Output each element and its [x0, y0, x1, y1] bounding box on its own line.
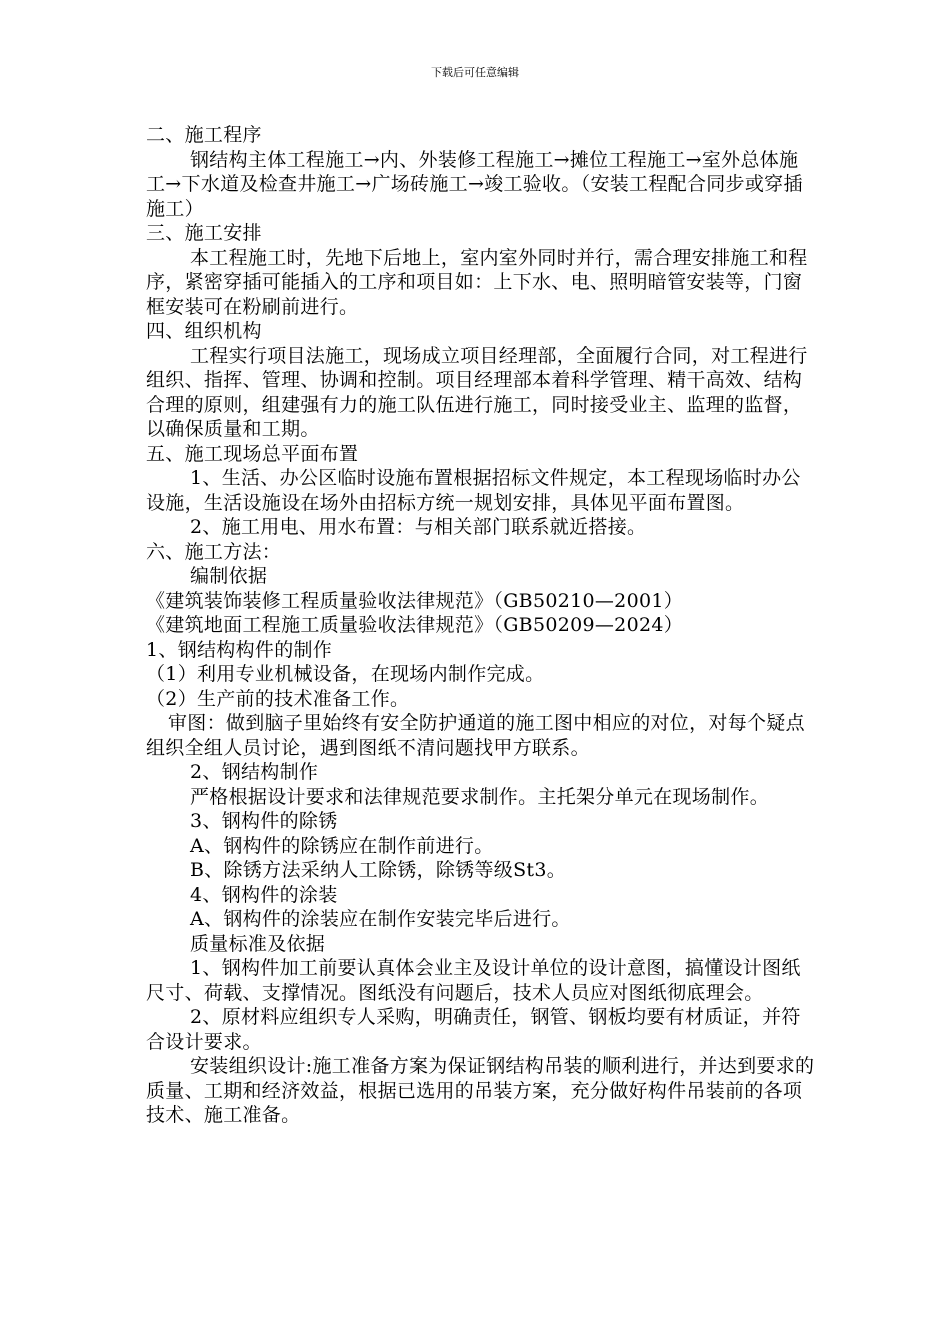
paragraph: 本工程施工时，先地下后地上，室内室外同时并行，需合理安排施工和程序，紧密穿插可能插入的工序和项目如：上下水、电、照明暗管安装等，门窗框安装可在粉刷前进行。 — [146, 246, 808, 318]
reference-item: 《建筑地面工程施工质量验收法律规范》（GB50209—2024） — [146, 614, 684, 636]
paragraph: 2、施工用电、用水布置：与相关部门联系就近搭接。 — [190, 516, 647, 538]
section-heading: 五、施工现场总平面布置 — [146, 442, 359, 465]
document-body — [146, 123, 816, 1128]
list-item: （1）利用专业机械设备，在现场内制作完成。 — [146, 663, 545, 685]
paragraph: 严格根据设计要求和法律规范要求制作。主托架分单元在现场制作。 — [190, 785, 770, 808]
paragraph: 审图：做到脑子里始终有安全防护通道的施工图中相应的对位，对每个疑点组织全组人员讨论，遇到图纸不清问题找甲方联系。 — [146, 712, 805, 759]
page-header: 下载后可任意编辑 — [431, 66, 519, 79]
subheading: 1、钢结构构件的制作 — [146, 638, 333, 661]
subheading: 编制依据 — [190, 565, 268, 587]
list-item: （2）生产前的技术准备工作。 — [146, 687, 410, 710]
paragraph: 安装组织设计:施工准备方案为保证钢结构吊装的顺利进行，并达到要求的质量、工期和经济效益，根据已选用的吊装方案，充分做好构件吊装前的各项技术、施工准备。 — [146, 1055, 815, 1126]
paragraph: B、除锈方法采纳人工除锈，除锈等级St3。 — [190, 859, 567, 881]
section-heading: 三、施工安排 — [146, 222, 262, 244]
paragraph: 钢结构主体工程施工→内、外装修工程施工→摊位工程施工→室外总体施工→下水道及检查井施工→广场砖施工→竣工验收。（安装工程配合同步或穿插施工） — [146, 148, 803, 220]
paragraph: 1、生活、办公区临时设施布置根据招标文件规定，本工程现场临时办公设施，生活设施设在场外由招标方统一规划安排，具体见平面布置图。 — [146, 467, 801, 514]
section-heading: 六、施工方法： — [146, 540, 282, 563]
subheading: 3、钢构件的除锈 — [190, 810, 338, 832]
section-heading: 二、施工程序 — [146, 124, 262, 146]
paragraph: 工程实行项目法施工，现场成立项目经理部，全面履行合同，对工程进行组织、指挥、管理、协调和控制。项目经理部本着科学管理、精干高效、结构合理的原则，组建强有力的施工队伍进行施工，同时接受业主、监理的监督，以确保质量和工期。 — [146, 344, 808, 440]
paragraph: A、钢构件的除锈应在制作前进行。 — [190, 834, 494, 857]
paragraph: 1、钢构件加工前要认真体会业主及设计单位的设计意图，搞懂设计图纸尺寸、荷载、支撑情况。图纸没有问题后，技术人员应对图纸彻底理会。 — [146, 957, 801, 1004]
subheading: 4、钢构件的涂装 — [190, 883, 338, 906]
reference-item: 《建筑装饰装修工程质量验收法律规范》（GB50210—2001） — [146, 589, 684, 612]
section-heading: 四、组织机构 — [146, 320, 262, 342]
subheading: 质量标准及依据 — [190, 932, 326, 955]
paragraph: 2、原材料应组织专人采购，明确责任，钢管、钢板均要有材质证，并符合设计要求。 — [146, 1006, 801, 1053]
paragraph: A、钢构件的涂装应在制作安装完毕后进行。 — [190, 908, 571, 930]
subheading: 2、钢结构制作 — [190, 761, 319, 783]
